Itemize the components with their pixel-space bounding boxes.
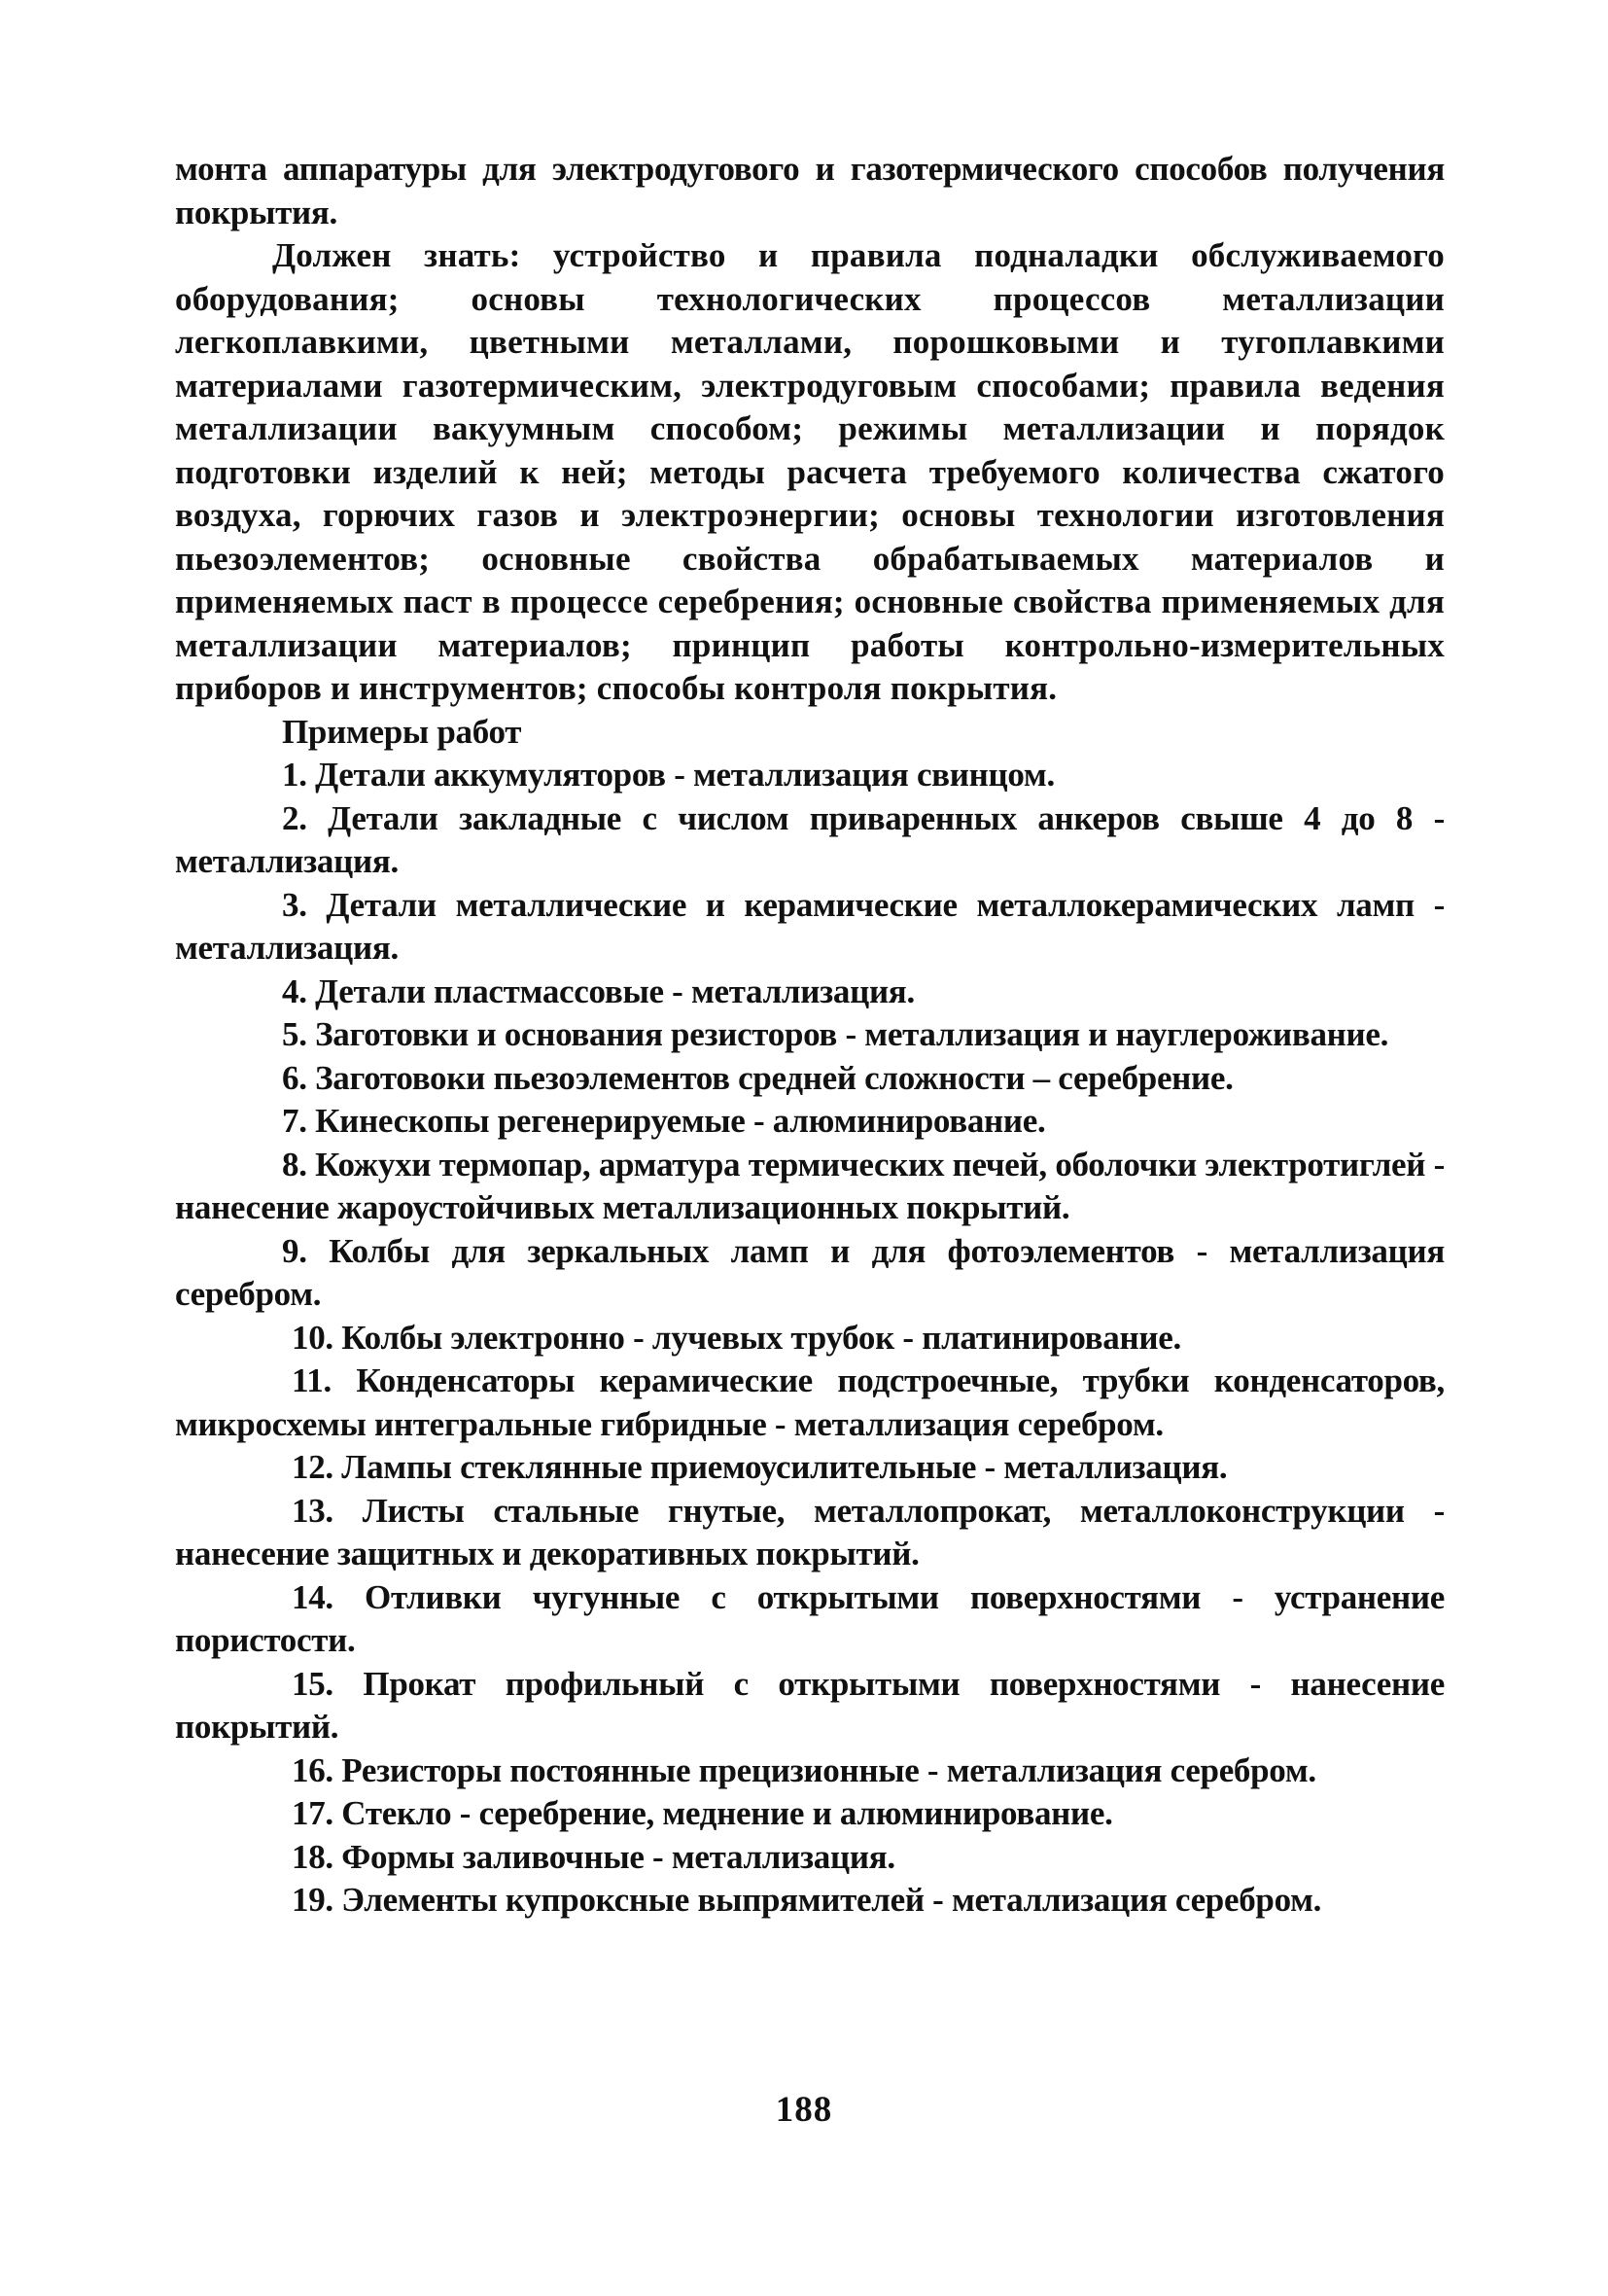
page-number: 188 xyxy=(775,2090,833,2130)
list-item: 12. Лампы стеклянные приемоусилительные - металлизация. xyxy=(292,1448,1228,1486)
list-item: 15. Прокат профильный с открытыми поверхностями - нанесение покрытий. xyxy=(175,1664,1445,1746)
list-item: 16. Резисторы постоянные прецизионные - металлизация серебром. xyxy=(292,1750,1316,1789)
list-item: 8. Кожухи термопар, арматура термических печей, оболочки электротиглей - нанесение жароустойчивых металлизационных покрытий. xyxy=(175,1145,1445,1226)
list-item: 2. Детали закладные с числом приваренных анкеров свыше 4 до 8 - металлизация. xyxy=(175,798,1445,880)
list-item: 17. Стекло - серебрение, меднение и алюминирование. xyxy=(292,1794,1113,1832)
list-item: 11. Конденсаторы керамические подстроечные, трубки конденсаторов, микросхемы интегральные гибридные - металлизация серебром. xyxy=(175,1361,1445,1443)
list-item: 3. Детали металлические и керамические металлокерамических ламп - металлизация. xyxy=(175,885,1445,967)
list-item: 10. Колбы электронно - лучевых трубок - платинирование. xyxy=(292,1318,1181,1357)
examples-heading: Примеры работ xyxy=(282,712,522,751)
examples-list xyxy=(175,754,1445,1923)
list-item: 13. Листы стальные гнутые, металлопрокат, металлоконструкции - нанесение защитных и декоративных покрытий. xyxy=(175,1491,1445,1572)
list-item: 6. Заготовоки пьезоэлементов средней сложности – серебрение. xyxy=(282,1058,1234,1097)
list-item: 4. Детали пластмассовые - металлизация. xyxy=(282,971,915,1010)
page-body xyxy=(175,148,1445,1923)
list-item: 19. Элементы купроксные выпрямителей - металлизация серебром. xyxy=(292,1881,1322,1919)
knowledge-text: : устройство и правила подналадки обслуживаемого оборудования; основы технологических процессов металлизации легкоплавкими, цветными металлами, порошковыми и тугоплавкими материалами газотермическим, электродуговым способами; правила ведения металлизации вакуумным способом; режимы металлизации и порядок подготовки изделий к ней; методы расчета требуемого количества сжатого воздуха, горючих газов и электроэнергии; основы технологии изготовления пьезоэлементов; основные свойства обрабатываемых материалов и применяемых паст в процессе серебрения; основные свойства применяемых для металлизации материалов; принцип работы контрольно-измерительных приборов и инструментов; способы контроля покрытия. xyxy=(175,236,1445,707)
knowledge-paragraph xyxy=(175,234,1445,711)
list-item: 5. Заготовки и основания резисторов - металлизация и науглероживание. xyxy=(282,1015,1389,1053)
list-item: 9. Колбы для зеркальных ламп и для фотоэлементов - металлизация серебром. xyxy=(175,1231,1445,1313)
list-item: 18. Формы заливочные - металлизация. xyxy=(292,1837,895,1876)
list-item: 7. Кинескопы регенерируемые - алюминирование. xyxy=(282,1102,1046,1140)
list-item: 1. Детали аккумуляторов - металлизация свинцом. xyxy=(282,756,1055,794)
knowledge-label: Должен знать xyxy=(272,236,509,274)
list-item: 14. Отливки чугунные с открытыми поверхностями - устранение пористости. xyxy=(175,1577,1445,1659)
continuation-paragraph: монта аппаратуры для электродугового и газотермического способов получения покрытия. xyxy=(175,150,1445,231)
